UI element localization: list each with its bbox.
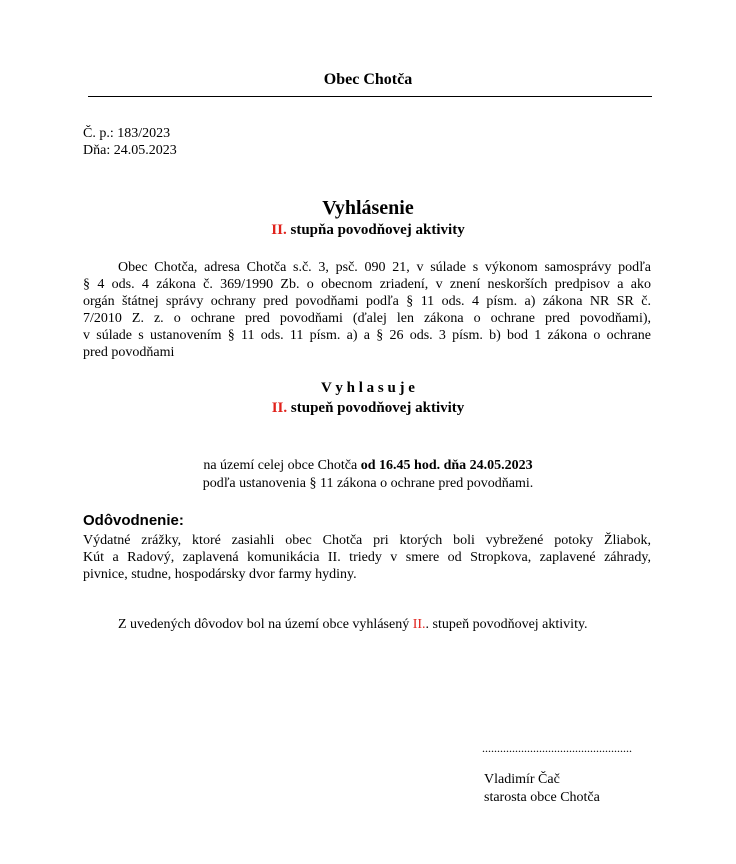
document-date: Dňa: 24.05.2023: [83, 143, 177, 158]
intro-line: Obec Chotča, adresa Chotča s.č. 3, psč. 090 21, v súlade s výkonom samosprávy podľa: [118, 260, 651, 275]
declaration-title: V y h l a s u j e: [321, 380, 415, 396]
subtitle-level: II.: [271, 222, 287, 238]
intro-paragraph: [83, 259, 651, 361]
intro-line: orgán štátnej správy ochrany pred povodňami podľa § 11 ods. 4 písm. a) zákona NR SR č.: [83, 294, 651, 309]
intro-line: 7/2010 Z. z. o ochrane pred povodňami (ďalej len zákona o ochrane pred povodňami),: [83, 311, 651, 326]
scope-line-1: [0, 458, 736, 474]
reasoning-line: Kút a Radový, zaplavená komunikácia II. triedy v smere od Stropkova, zaplavené záhrady,: [83, 550, 651, 565]
conclusion-line: [118, 617, 588, 633]
document-title: Vyhlásenie: [322, 197, 414, 219]
reasoning-line: Výdatné zrážky, ktoré zasiahli obec Chotča pri ktorých boli vybrežené potoky Žliabok,: [83, 533, 651, 548]
scope-datetime: od 16.45 hod. dňa 24.05.2023: [360, 458, 533, 473]
signature-line: ..................................................: [482, 741, 632, 755]
reference-number: Č. p.: 183/2023: [83, 126, 171, 141]
declaration-subtitle: [0, 400, 736, 417]
signatory-name: Vladimír Čač: [484, 772, 560, 787]
conclusion-prefix: Z uvedených dôvodov bol na území obce vyhlásený: [118, 617, 413, 632]
declaration-level: II.: [271, 400, 288, 416]
declaration-text: stupeň povodňovej aktivity: [287, 400, 465, 416]
intro-line: § 4 ods. 4 zákona č. 369/1990 Zb. o obecnom zriadení, v znení neskorších predpisov a ako: [83, 277, 651, 292]
scope-prefix: na území celej obce Chotča: [203, 458, 361, 473]
municipality-title: Obec Chotča: [323, 71, 413, 88]
reasoning-paragraph: [83, 532, 651, 583]
conclusion-level: II.: [412, 617, 426, 632]
document-subtitle: [0, 222, 736, 239]
header-divider: [88, 96, 652, 97]
intro-line: pred povodňami: [83, 345, 175, 360]
reasoning-line: pivnice, studne, hospodársky dvor farmy hydiny.: [83, 567, 357, 582]
conclusion-suffix: . stupeň povodňovej aktivity.: [425, 617, 588, 632]
intro-line: v súlade s ustanovením § 11 ods. 11 písm. a) a § 26 ods. 3 písm. b) bod 1 zákona o ochrane: [83, 328, 651, 343]
scope-line-2: podľa ustanovenia § 11 zákona o ochrane pred povodňami.: [202, 476, 534, 491]
signatory-role: starosta obce Chotča: [484, 790, 600, 805]
reasoning-heading: Odôvodnenie:: [83, 512, 184, 529]
subtitle-text: stupňa povodňovej aktivity: [286, 222, 465, 238]
